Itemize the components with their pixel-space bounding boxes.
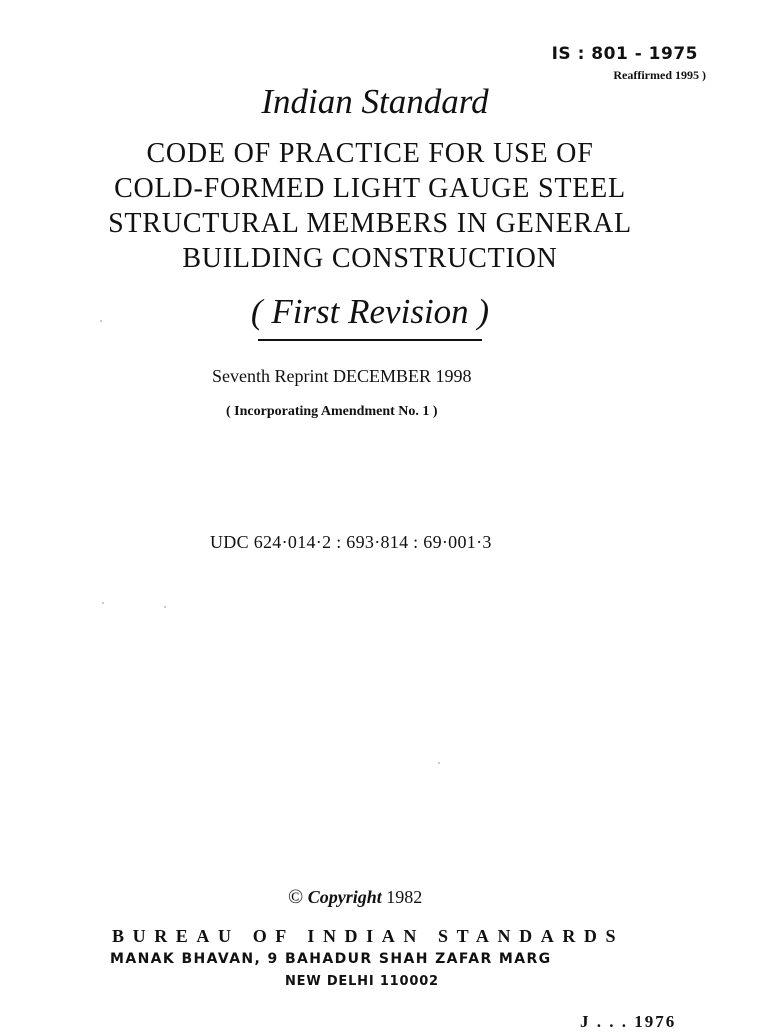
scan-speck bbox=[164, 606, 166, 608]
amendment-note: ( Incorporating Amendment No. 1 ) bbox=[226, 404, 438, 419]
standard-number: IS : 801 - 1975 bbox=[551, 44, 698, 64]
cut-off-date: J . . . 1976 bbox=[580, 1012, 677, 1031]
scan-speck bbox=[100, 320, 102, 322]
reprint-note: Seventh Reprint DECEMBER 1998 bbox=[212, 366, 472, 386]
udc-classification: UDC 624·014·2 : 693·814 : 69·001·3 bbox=[210, 532, 492, 552]
reaffirmed-note: Reaffirmed 1995 ) bbox=[613, 68, 706, 82]
publisher-address-line1: MANAK BHAVAN, 9 BAHADUR SHAH ZAFAR MARG bbox=[110, 951, 552, 967]
document-title bbox=[0, 136, 740, 276]
copyright-icon: © bbox=[288, 886, 304, 908]
series-title: Indian Standard bbox=[261, 82, 489, 121]
title-line: STRUCTURAL MEMBERS IN GENERAL bbox=[108, 208, 632, 239]
copyright-line bbox=[288, 886, 422, 909]
copyright-word: Copyright bbox=[307, 887, 382, 907]
title-line: BUILDING CONSTRUCTION bbox=[182, 243, 558, 274]
publisher-name: BUREAU OF INDIAN STANDARDS bbox=[112, 926, 625, 946]
publisher-address-line2: NEW DELHI 110002 bbox=[285, 974, 439, 989]
title-line: CODE OF PRACTICE FOR USE OF bbox=[146, 138, 594, 169]
revision-label: ( First Revision ) bbox=[250, 292, 490, 331]
revision-underline bbox=[258, 339, 482, 341]
scan-speck bbox=[102, 602, 104, 604]
copyright-year: 1982 bbox=[386, 887, 423, 907]
title-line: COLD-FORMED LIGHT GAUGE STEEL bbox=[114, 173, 626, 204]
scan-speck bbox=[438, 762, 440, 764]
